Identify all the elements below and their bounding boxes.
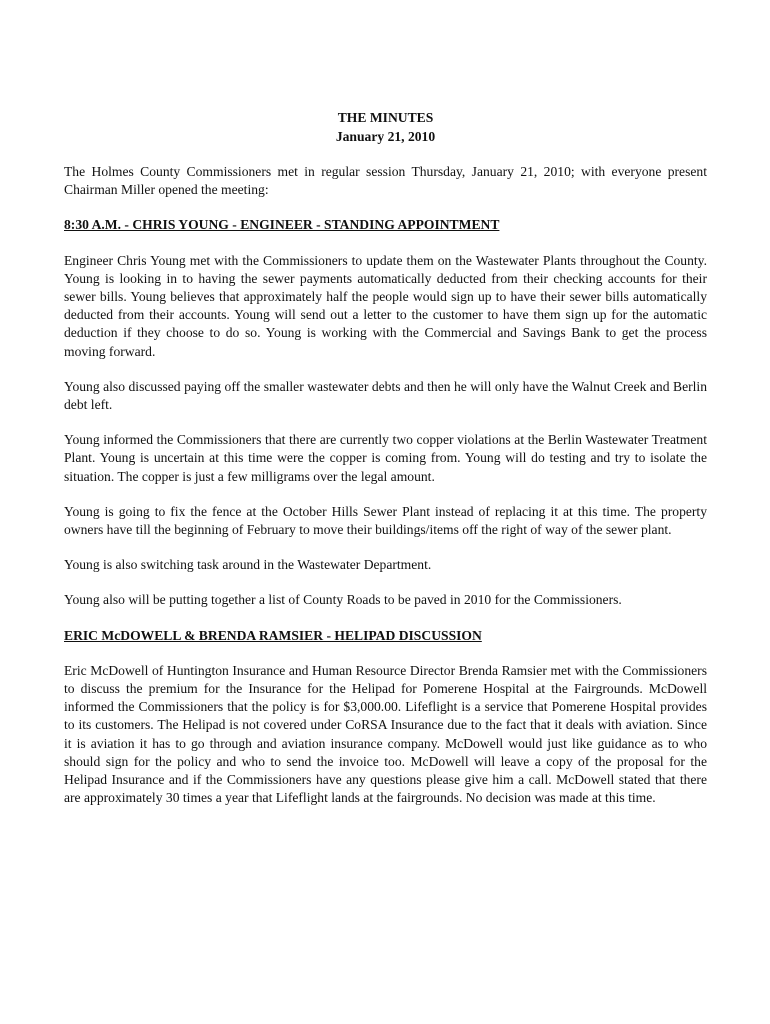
paragraph: Young also will be putting together a list of County Roads to be paved in 2010 for the Commissioners.: [64, 592, 622, 608]
paragraph: Young is also switching task around in the Wastewater Department.: [64, 557, 432, 573]
section-heading-helipad: ERIC McDOWELL & BRENDA RAMSIER - HELIPAD DISCUSSION: [64, 627, 482, 643]
section-heading-young: 8:30 A.M. - CHRIS YOUNG - ENGINEER - STANDING APPOINTMENT: [64, 217, 500, 233]
paragraph: Young is going to fix the fence at the October Hills Sewer Plant instead of replacing it at this time. The property owners have till the beginning of February to move their buildings/items off the right of way of the sewer plant.: [64, 503, 707, 538]
paragraph: Young informed the Commissioners that there are currently two copper violations at the Berlin Wastewater Treatment Plant. Young is uncertain at this time were the copper is coming from. Young will do testing and try to isolate the situation. The copper is just a few milligrams over the legal amount.: [64, 432, 707, 484]
paragraph: Young also discussed paying off the smaller wastewater debts and then he will only have the Walnut Creek and Berlin debt left.: [64, 378, 707, 413]
paragraph: Engineer Chris Young met with the Commissioners to update them on the Wastewater Plants throughout the County. Young is looking in to having the sewer payments automatically deducted from their checking accounts for their sewer bills. Young believes that approximately half the people would sign up to have their sewer bills automatically deducted from their accounts. Young will send out a letter to the customer to have them sign up for the automatic deduction if they choose to do so. Young is working with the Commercial and Savings Bank to get the process moving forward.: [64, 252, 707, 359]
intro-paragraph: The Holmes County Commissioners met in regular session Thursday, January 21, 2010; with everyone present Chairman Miller opened the meeting:: [64, 164, 707, 198]
paragraph: Eric McDowell of Huntington Insurance and Human Resource Director Brenda Ramsier met with the Commissioners to discuss the premium for the Insurance for the Helipad for Pomerene Hospital at the Fairgrounds. McDowell informed the Commissioners that the policy is for $3,000.00. Lifeflight is a service that Pomerene Hospital provides to its customers. The Helipad is not covered under CoRSA Insurance due to the fact that it deals with aviation. Since it is aviation it has to go through and aviation insurance company. McDowell would just like guidance as to who should sign for the policy and who to send the invoice too. McDowell will leave a copy of the proposal for the Helipad Insurance and if the Commissioners have any questions please give him a call. McDowell stated that there are approximately 30 times a year that Lifeflight lands at the fairgrounds. No decision was made at this time.: [64, 662, 707, 806]
document-date: January 21, 2010: [335, 129, 436, 144]
document-page: [64, 108, 707, 807]
document-title: THE MINUTES: [337, 110, 434, 125]
